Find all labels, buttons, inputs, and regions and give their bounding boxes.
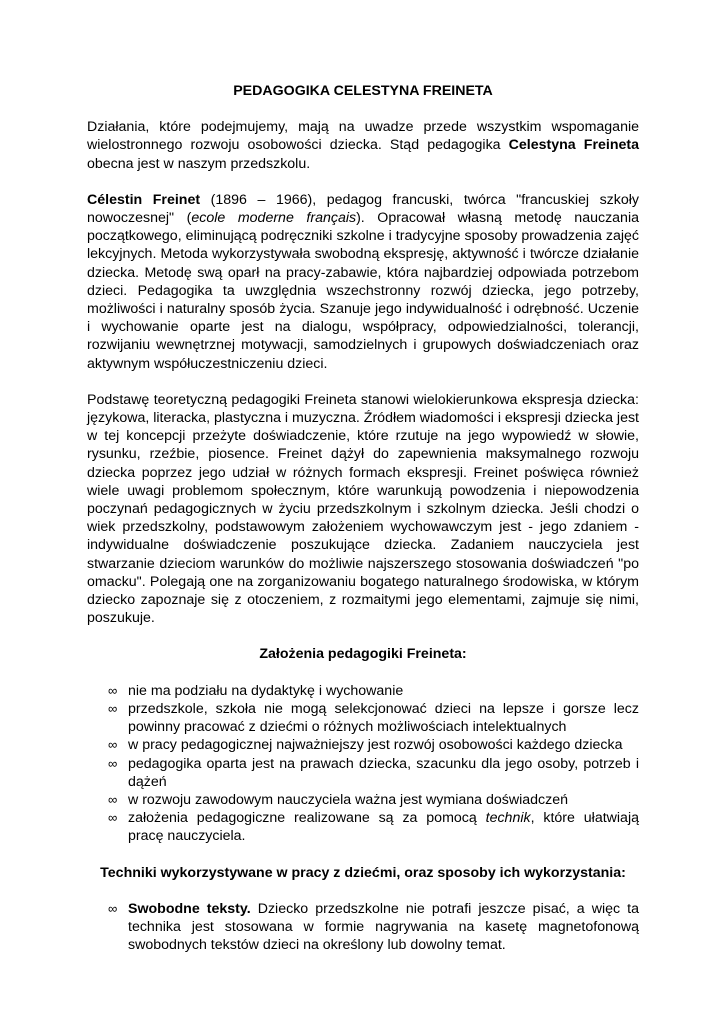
infinity-bullet-icon: ∞ [108, 900, 118, 916]
bio-text: (1896 – 1966), pedagog francuski, twórca "francuskiej szkoły nowoczesnej" ( [87, 191, 639, 227]
technique-text: Dziecko przedszkolne nie potrafi jeszcze pisać, a więc ta technika jest stosowana w formie nagrywania na kasetę magnetofonową swobodnych tekstów dzieci na określony lub dowolny temat. [128, 900, 639, 954]
technique-title: Swobodne teksty. [128, 900, 251, 917]
theory-paragraph: Podstawę teoretyczną pedagogiki Freineta stanowi wielokierunkowa ekspresja dziecka: językowa, literacka, plastyczna i muzyczna. Źródłem wiadomości i ekspresji dziecka jest w tej koncepcji przeżyte doświadczenie, które rzutuje na jego wypowiedź w słowie, rysunku, rzeźbie, piosence. Freinet dążył do zapewnienia maksymalnego rozwoju dziecka poprzez jego udział w różnych formach ekspresji. Freinet poświęca również wiele uwagi problemom społecznym, które warunkują powodzenia i niepowodzenia poczynań pedagogicznych w życiu przedszkolnym i szkolnym dziecka. Jeśli chodzi o wiek przedszkolny, podstawowym założeniem wychowawczym jest - jego zdaniem - indywidualne doświadczenie poszukujące dziecka. Zadaniem nauczyciela jest stwarzanie dzieciom warunków do możliwie najszerszego stosowania doświadczeń "po omacku". Polegają one na zorganizowaniu bogatego naturalnego środowiska, w którym dziecko zapoznaje się z otoczeniem, z rozmaitymi jego elementami, zajmuje się nimi, poszukuje. [87, 391, 639, 627]
page-title: PEDAGOGIKA CELESTYNA FREINETA [233, 83, 493, 99]
list-item: ∞ przedszkole, szkoła nie mogą selekcjonować dzieci na lepsze i gorsze lecz powinny pracować z dziećmi o różnych możliwościach intelektualnych [108, 700, 639, 736]
infinity-bullet-icon: ∞ [108, 737, 118, 753]
list-item: ∞ w pracy pedagogicznej najważniejszy jest rozwój osobowości każdego dziecka [108, 737, 623, 754]
techniques-list [87, 900, 639, 955]
infinity-bullet-icon: ∞ [108, 755, 118, 771]
bio-text-rest: ). Opracował własną metodę nauczania początkowego, eliminującą podręczniki szkolne i tradycyjne sposoby prowadzenia zajęć lekcyjnych. Metoda wykorzystywała swobodną ekspresję, aktywność i twórcze działanie dziecka. Metodę swą oparł na pracy-zabawie, która najbardziej odpowiada potrzebom dzieci. Pedagogika ta uwzględnia wszechstronny rozwój dziecka, jego potrzeby, możliwości i naturalny sposób życia. Szanuje jego indywidualność i odrębność. Uczenie i wychowanie oparte jest na dialogu, współpracy, odpowiedzialności, tolerancji, rozwijaniu wewnętrznej motywacji, samodzielnych i grupowych doświadczeniach oraz aktywnym współuczestniczeniu dzieci. [87, 210, 639, 372]
techniques-heading: Techniki wykorzystywane w pracy z dziećmi, oraz sposoby ich wykorzystania: [100, 864, 626, 881]
bio-italic-term: ecole moderne français [191, 210, 357, 227]
intro-text: Działania, które podejmujemy, mają na uwadze przede wszystkim wspomaganie wielostronnego rozwoju osobowości dziecka. Stąd pedagogika [87, 119, 639, 154]
assumptions-list [87, 682, 639, 846]
infinity-bullet-icon: ∞ [108, 791, 118, 807]
intro-text-end: obecna jest w naszym przedszkolu. [87, 155, 311, 172]
assumptions-heading: Założenia pedagogiki Freineta: [259, 646, 467, 663]
bio-paragraph [87, 191, 639, 373]
infinity-bullet-icon: ∞ [108, 810, 118, 826]
list-item: ∞ w rozwoju zawodowym nauczyciela ważna jest wymiana doświadczeń [108, 791, 569, 808]
intro-bold-name: Celestyna Freineta [508, 137, 639, 154]
list-item: ∞ nie ma podziału na dydaktykę i wychowanie [108, 682, 404, 699]
infinity-bullet-icon: ∞ [108, 700, 118, 716]
document-page [87, 82, 639, 954]
intro-paragraph [87, 118, 639, 173]
infinity-bullet-icon: ∞ [108, 682, 118, 698]
list-item: ∞ założenia pedagogiczne realizowane są za pomocą technik, które ułatwiają pracę nauczyciela. [108, 810, 639, 845]
list-item: ∞ pedagogika oparta jest na prawach dziecka, szacunku dla jego osoby, potrzeb i dążeń [108, 755, 639, 790]
bio-name: Célestin Freinet [87, 191, 201, 208]
list-item [87, 900, 639, 955]
